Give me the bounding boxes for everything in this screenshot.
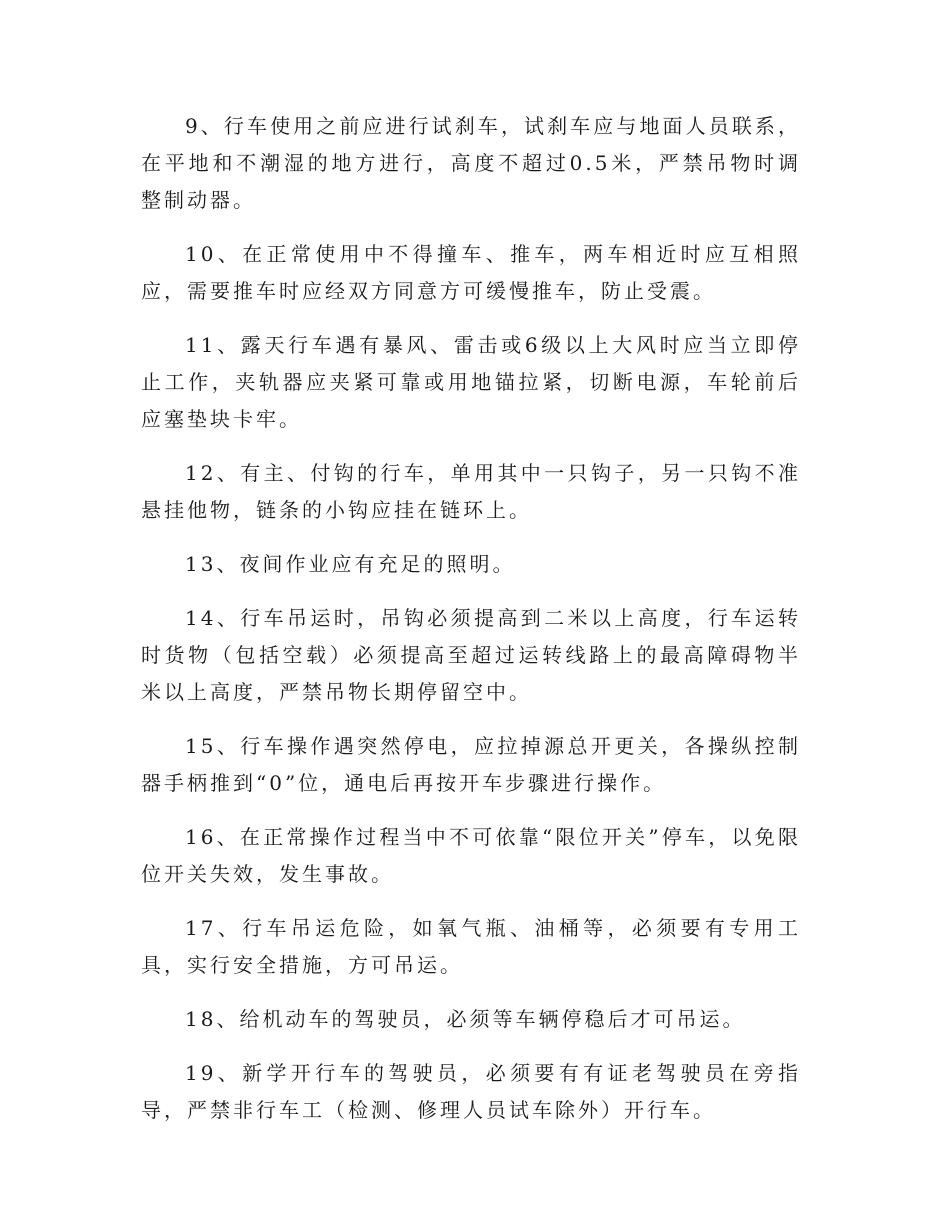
rule-paragraph-18: 18、给机动车的驾驶员，必须等车辆停稳后才可吊运。 [185, 1007, 746, 1031]
rule-paragraph-9: 9、行车使用之前应进行试刹车，试刹车应与地面人员联系，在平地和不潮湿的地方进行，高度不超过0.5米，严禁吊物时调整制动器。 [141, 114, 801, 212]
document-body [141, 108, 801, 1146]
rule-paragraph-11: 11、露天行车遇有暴风、雷击或6级以上大风时应当立即停止工作，夹轨器应夹紧可靠或用地锚拉紧，切断电源，车轮前后应塞垫块卡牢。 [141, 333, 801, 431]
rule-paragraph-16: 16、在正常操作过程当中不可依靠“限位开关”停车，以免限位开关失效，发生事故。 [141, 825, 801, 886]
rule-paragraph-13: 13、夜间作业应有充足的照明。 [185, 552, 516, 576]
rule-paragraph-10: 10、在正常使用中不得撞车、推车，两车相近时应互相照应，需要推车时应经双方同意方可缓慢推车，防止受震。 [141, 242, 801, 303]
rule-paragraph-15: 15、行车操作遇突然停电，应拉掉源总开更关，各操纵控制器手柄推到“0”位，通电后再按开车步骤进行操作。 [141, 734, 801, 795]
rule-paragraph-17: 17、行车吊运危险，如氧气瓶、油桶等，必须要有专用工具，实行安全措施，方可吊运。 [141, 916, 801, 977]
rule-paragraph-19: 19、新学开行车的驾驶员，必须要有有证老驾驶员在旁指导，严禁非行车工（检测、修理人员试车除外）开行车。 [141, 1061, 801, 1122]
rule-paragraph-12: 12、有主、付钩的行车，单用其中一只钩子，另一只钩不准悬挂他物，链条的小钩应挂在链环上。 [141, 461, 801, 522]
rule-paragraph-14: 14、行车吊运时，吊钩必须提高到二米以上高度，行车运转时货物（包括空载）必须提高至超过运转线路上的最高障碍物半米以上高度，严禁吊物长期停留空中。 [141, 606, 801, 704]
